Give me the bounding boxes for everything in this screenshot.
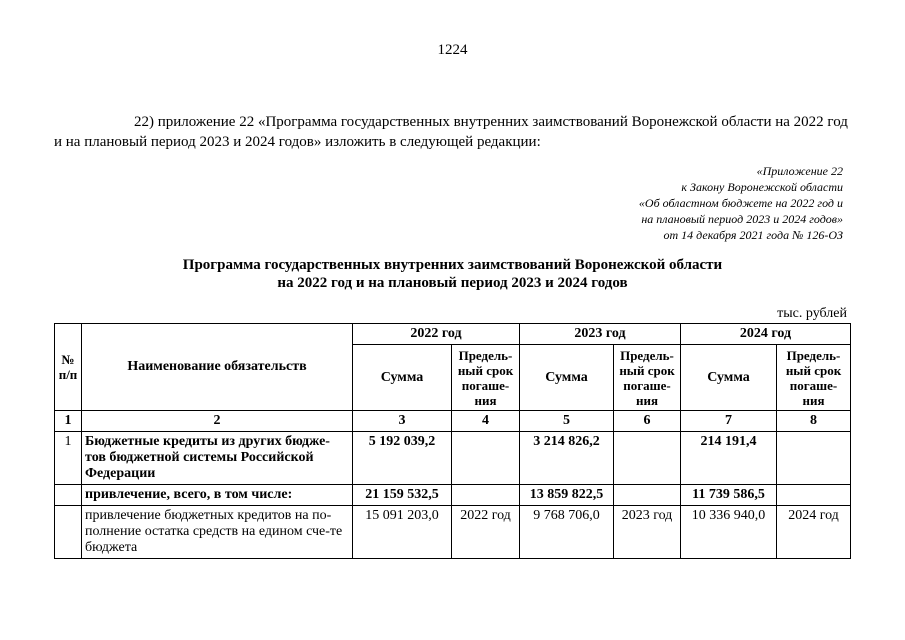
term-2022 [452,485,520,506]
header-number: № п/п [55,324,82,411]
row-number [55,506,82,559]
term-2023: 2023 год [614,506,681,559]
row-name: привлечение бюджетных кредитов на по-полнение остатка средств на едином сче-те бюджета [82,506,353,559]
column-number: 8 [777,411,851,432]
term-2023 [614,432,681,485]
header-sum: Сумма [520,345,614,411]
column-number: 1 [55,411,82,432]
row-number [55,485,82,506]
term-2022 [452,432,520,485]
header-term: Предель-ный срок погаше-ния [614,345,681,411]
column-number: 4 [452,411,520,432]
column-number: 3 [353,411,452,432]
appendix-line: к Закону Воронежской области [681,180,843,194]
term-2022: 2022 год [452,506,520,559]
appendix-line: «Об областном бюджете на 2022 год и [638,196,843,210]
column-number: 5 [520,411,614,432]
header-term: Предель-ный срок погаше-ния [452,345,520,411]
appendix-line: от 14 декабря 2021 года № 126-ОЗ [663,228,843,242]
column-number: 6 [614,411,681,432]
row-name: Бюджетные кредиты из других бюдже-тов бюджетной системы Российской Федерации [82,432,353,485]
sum-2024: 10 336 940,0 [681,506,777,559]
term-2024 [777,485,851,506]
sum-2023: 3 214 826,2 [520,432,614,485]
appendix-line: на плановый период 2023 и 2024 годов» [641,212,843,226]
term-2024: 2024 год [777,506,851,559]
sum-2024: 214 191,4 [681,432,777,485]
sum-2022: 5 192 039,2 [353,432,452,485]
title-line: Программа государственных внутренних заимствований Воронежской области [182,257,723,273]
document-title [0,256,905,292]
header-year-2023: 2023 год [520,324,681,345]
row-name: привлечение, всего, в том числе: [82,485,353,506]
table-row [55,432,851,485]
table-row [55,485,851,506]
borrowing-program-table [54,323,851,559]
sum-2022: 21 159 532,5 [353,485,452,506]
header-sum: Сумма [681,345,777,411]
page-number: 1224 [437,42,468,58]
sum-2022: 15 091 203,0 [353,506,452,559]
header-sum: Сумма [353,345,452,411]
title-line: на 2022 год и на плановый период 2023 и 2024 годов [277,275,628,291]
sum-2023: 9 768 706,0 [520,506,614,559]
row-number: 1 [55,432,82,485]
units-label: тыс. рублей [777,306,847,321]
term-2024 [777,432,851,485]
table-row [55,506,851,559]
intro-paragraph: 22) приложение 22 «Программа государственных внутренних заимствований Воронежской области на 2022 год и на плановый период 2023 и 2024 годов» изложить в следующей редакции: [54,114,848,150]
term-2023 [614,485,681,506]
header-term: Предель-ный срок погаше-ния [777,345,851,411]
column-number: 2 [82,411,353,432]
appendix-line: «Приложение 22 [756,164,843,178]
sum-2024: 11 739 586,5 [681,485,777,506]
header-year-2022: 2022 год [353,324,520,345]
appendix-reference [639,163,843,243]
column-number: 7 [681,411,777,432]
sum-2023: 13 859 822,5 [520,485,614,506]
header-name: Наименование обязательств [82,324,353,411]
header-year-2024: 2024 год [681,324,851,345]
